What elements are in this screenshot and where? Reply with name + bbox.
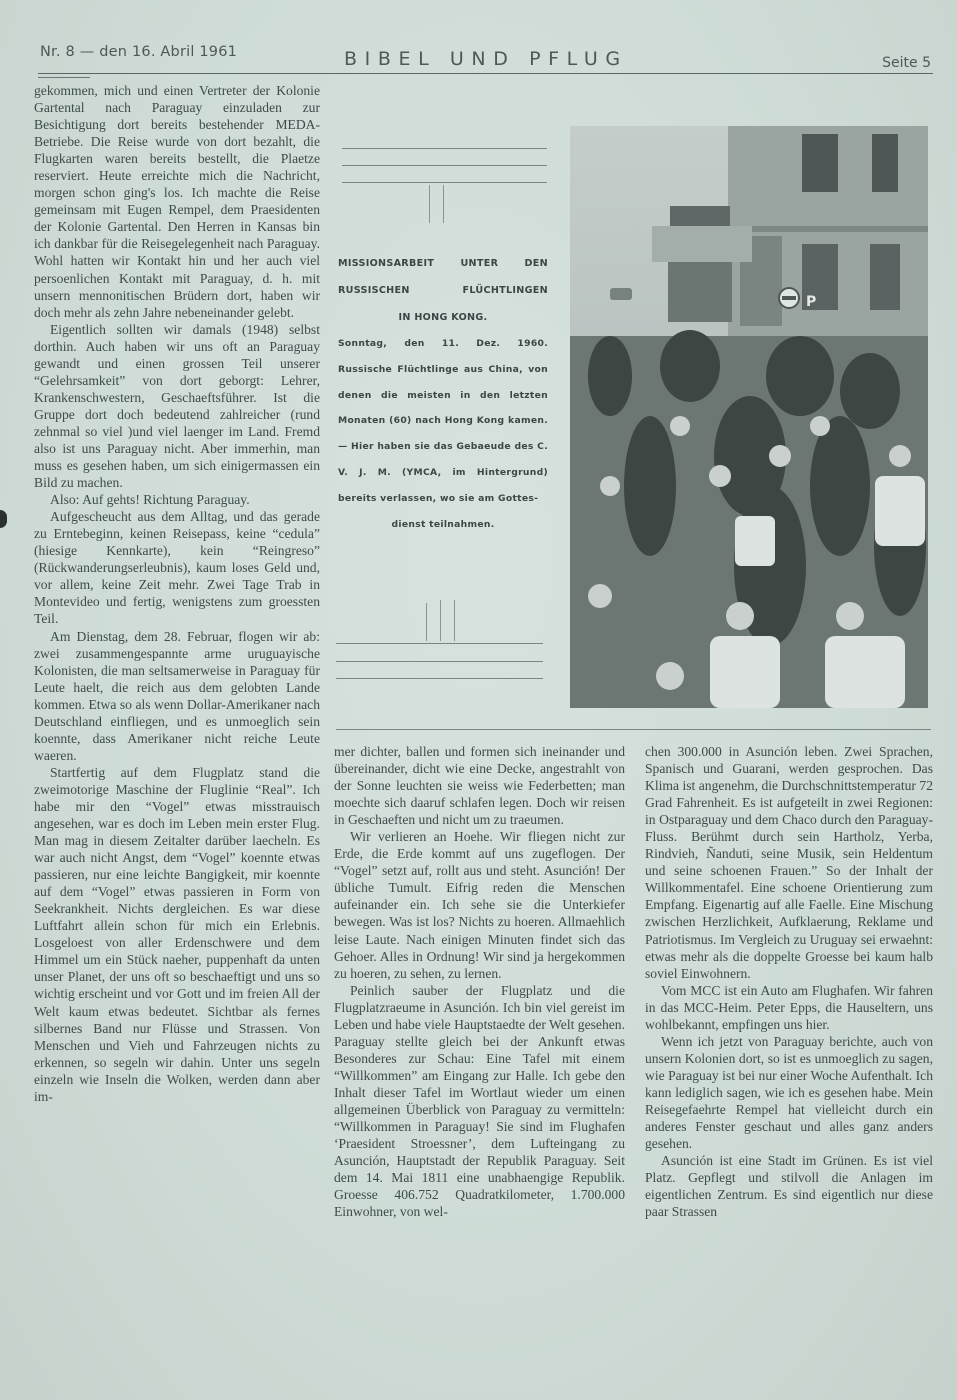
caption-ornament-bar (440, 600, 441, 641)
caption-title-line: IN HONG KONG. (398, 312, 488, 323)
caption-body (338, 331, 548, 537)
paragraph: Vom MCC ist ein Auto am Flughafen. Wir fahren in das MCC-Heim. Peter Epps, die Hauseltern, uns wohlbekannt, empfingen uns hier. (645, 982, 933, 1032)
refugee-photo (570, 126, 928, 708)
paragraph: Also: Auf gehts! Richtung Paraguay. (50, 492, 250, 508)
section-divider-rule (336, 729, 931, 730)
paragraph: Peinlich sauber der Flugplatz und die Flugplatzraeume in Asunción. Ich bin viel gereist im Leben und habe viele Hauptstaedte der Welt gesehen. Paraguay stellte gleich bei der Ankunft etwas Besonderes zur Schau: Eine Tafel mit einem “Willkommen” am Eingang zur Halle. Ich gebe den Inhalt dieser Tafel im Wortlaut wieder um einen allgemeinen Überblick von Paraguay zu vermitteln: “Willkommen in Paraguay! Sie sind im Flughafen ‘Praesident Stroessner’, dem Lufteingang zu Asunción, Hauptstadt der Republik Paraguay. Seit dem 14. Mai 1811 eine unabhaengige Republik. Groesse 406.752 Quadratkilometer, 1.700.000 Einwohner, von wel- (334, 982, 625, 1220)
article-column-middle (334, 743, 625, 1220)
masthead-title: BIBEL UND PFLUG (344, 48, 628, 70)
article-column-right (645, 743, 933, 1220)
paragraph: Asunción ist eine Stadt im Grünen. Es ist viel Platz. Gepflegt und stilvoll die Anlagen im eigentlichen Zentrum. Es sind eigentlich nur diese paar Strassen (645, 1153, 933, 1220)
paragraph: Startfertig auf dem Flugplatz stand die zweimotorige Maschine der Fluglinie “Real”. Ich habe mir den “Vogel” etwas misstrauisch angesehen, war es doch im Leben mein erster Flug. Man mag in diesem Zeitalter darüber laecheln. Es war auch nicht Angst, dem “Vogel” koennte etwas passieren, nur eine leichte Bangigkeit, mir koennte auf dem “Vogel” etwas passieren in Form von Seekrankheit. Nichts dergleichen. Es war diese Luftfahrt allein schon für mich ein Erlebnis. Losgeloest von aller Erdenschwere und dem Himmel um ein Stück naeher, puppenhaft da unten unser Planet, der uns oft so beschaeftigt und uns so wichtig erscheint und vor Gott und im freien All der Welt kaum etwas bedeutet. Sichtbar als fernes silbernes Band nur Flüsse und Strassen. Von Menschen und Vieh und Fahrzeugen nichts zu erkennen, so segeln wir dahin. Unter uns segeln einzeln wie Inseln die Wolken, werden dann aber im- (34, 764, 320, 1104)
caption-rule (342, 182, 547, 183)
caption-rule (336, 678, 543, 679)
photo-caption (338, 250, 548, 537)
caption-rule (336, 661, 543, 662)
caption-body-text: Sonntag, den 11. Dez. 1960. Russische Flüchtlinge aus China, von denen die meisten in den letzten Monaten (60) nach Hong Kong kamen. — Hier haben sie das Gebaeude des C. V. J. M. (YMCA, im Hintergrund) bereits verlassen, wo sie am Gottes- (338, 338, 548, 504)
paragraph: Eigentlich sollten wir damals (1948) selbst dorthin. Auch haben wir uns oft an Paraguay gewandt und einen grossen Teil unserer “Gelehrsamkeit” von dort geborgt: Lehrer, Krankenschwestern, Geschaeftsführer. Ist die Gruppe dort doch bedeutend zahlreicher (rund zehnmal so viel )und viel laenger im Land. Fremd also ist uns Paraguay nicht. Aber immerhin, man muss es gesehen haben, um sich einigermassen ein Bild zu machen. (34, 321, 320, 491)
paragraph: Am Dienstag, dem 28. Februar, flogen wir ab: zwei zusammengespannte arme uruguayische Kolonisten, die man seltsamerweise in Paraguay für Leute haelt, die reich aus dem gelobten Lande kommen. Etwa so als wenn Dollar-Amerikaner nach Deutschland einfliegen, und es unmoeglich sein koennte, dass Amerikaner nicht reiche Leute waeren. (34, 628, 320, 763)
caption-body-last: dienst teilnahmen. (391, 518, 495, 530)
caption-ornament-bar (454, 600, 455, 641)
header-rule (38, 73, 933, 74)
caption-rule (342, 165, 547, 166)
page-number: Seite 5 (882, 55, 931, 71)
caption-ornament-bar (443, 185, 444, 223)
caption-title-line: MISSIONSARBEIT UNTER DEN (338, 258, 548, 269)
paragraph: gekommen, mich und einen Vertreter der Kolonie Gartental nach Paraguay einzuladen zur Besichtigung dort bereits bestehender MEDA-Betriebe. Die Reise wurde von dort bezahlt, die Flugkarten waren bereits bestellt, die Plaetze reserviert. Heute erreichte mich die Nachricht, morgen schon ging's los. Ich machte die Reise gemeinsam mit Eugen Rempel, dem Praesidenten der Kolonie Gartental. Den Herren in Kansas bin ich dankbar für die Reisegelegenheit nach Paraguay. Wohl hatten wir Kontakt hin und her auch viel persoenlichen Kontakt mit Paraguay, d. h. mit unsern mennonitischen Brüdern dort, haben wir doch mehr als zehn Jahre nebeneinander gelebt. (34, 83, 320, 320)
photo-image (570, 126, 928, 708)
svg-text:P: P (806, 294, 817, 310)
caption-ornament-bar (429, 185, 430, 223)
caption-rule (336, 643, 543, 644)
caption-ornament-bar (426, 603, 427, 641)
binding-hole-mark (0, 510, 7, 528)
issue-date: Nr. 8 — den 16. Abril 1961 (40, 44, 238, 60)
paragraph: Wir verlieren an Hoehe. Wir fliegen nicht zur Erde, die Erde kommt auf uns zugeflogen. Der “Vogel” setzt auf, rollt aus und steht. Asunción! Der übliche Tumult. Eifrig reden die Menschen aufeinander ein. Ich sehe sie die Unterkiefer bewegen. Was ist los? Nichts zu hoeren. Allmaehlich leise Laute. Nach einigen Minuten findet sich das Gehoer. Alles in Ordnung! Wir sind ja hergekommen zu hoeren, zu sehen, zu lernen. (334, 829, 625, 981)
paragraph: chen 300.000 in Asunción leben. Zwei Sprachen, Spanisch und Guarani, werden gesprochen. Das Klima ist angenehm, die Durchschnittstemperatur 72 Grad Fahrenheit. Es ist aufgeteilt in zwei Regionen: in Ostparaguay und dem Chaco durch den Paraguay-Fluss. Berühmt durch sein Hartholz, Yerba, Rindvieh, Ñanduti, seine Musik, sein Heldentum und seine schoenen Frauen.” So der Inhalt der Willkommentafel. Eine schoene Orientierung zum Empfang. Eigenartig auf alle Faelle. Eine Mischung zwischen Herzlichkeit, Aufklaerung, Reklame und Patriotismus. Im Vergleich zu Uruguay sei erwaehnt: etwas mehr als die doppelte Groesse bei kaum halb soviel Einwohnern. (645, 744, 933, 981)
header-underline (38, 77, 90, 78)
paragraph: mer dichter, ballen und formen sich ineinander und übereinander, dicht wie eine Decke, angestrahlt von der Sonne leuchten sie weiss wie Federbetten; man moechte sich daaruf schlafen legen. Doch wir reisen in Geschaeften und nicht um zu traeumen. (334, 744, 625, 828)
paragraph: Aufgescheucht aus dem Alltag, und das gerade zu Erntebeginn, keinen Reisepass, keine “cedula” (hiesige Kennkarte), kein “Reingreso” (Rückwanderungserleubnis), kaum loses Geld und, vor allem, keine Zeit mehr. Zwei Tage Trab in Montevideo und fertig, wenigstens zum groessten Teil. (34, 509, 320, 627)
paragraph: Wenn ich jetzt von Paraguay berichte, auch von unsern Kolonien dort, so ist es unmoeglich zu sagen, wie Paraguay ist bei nur einer Woche Aufenthalt. Ich kann lediglich sagen, wie ich es gesehen habe. Mein Reisegefaehrte Rempel hat vielleicht durch ein anderes Fenster geschaut und alles ganz anders gesehen. (645, 1033, 933, 1152)
article-column-left (34, 82, 320, 1105)
caption-title-line: RUSSISCHEN FLÜCHTLINGEN (338, 285, 548, 296)
caption-rule (342, 148, 547, 149)
